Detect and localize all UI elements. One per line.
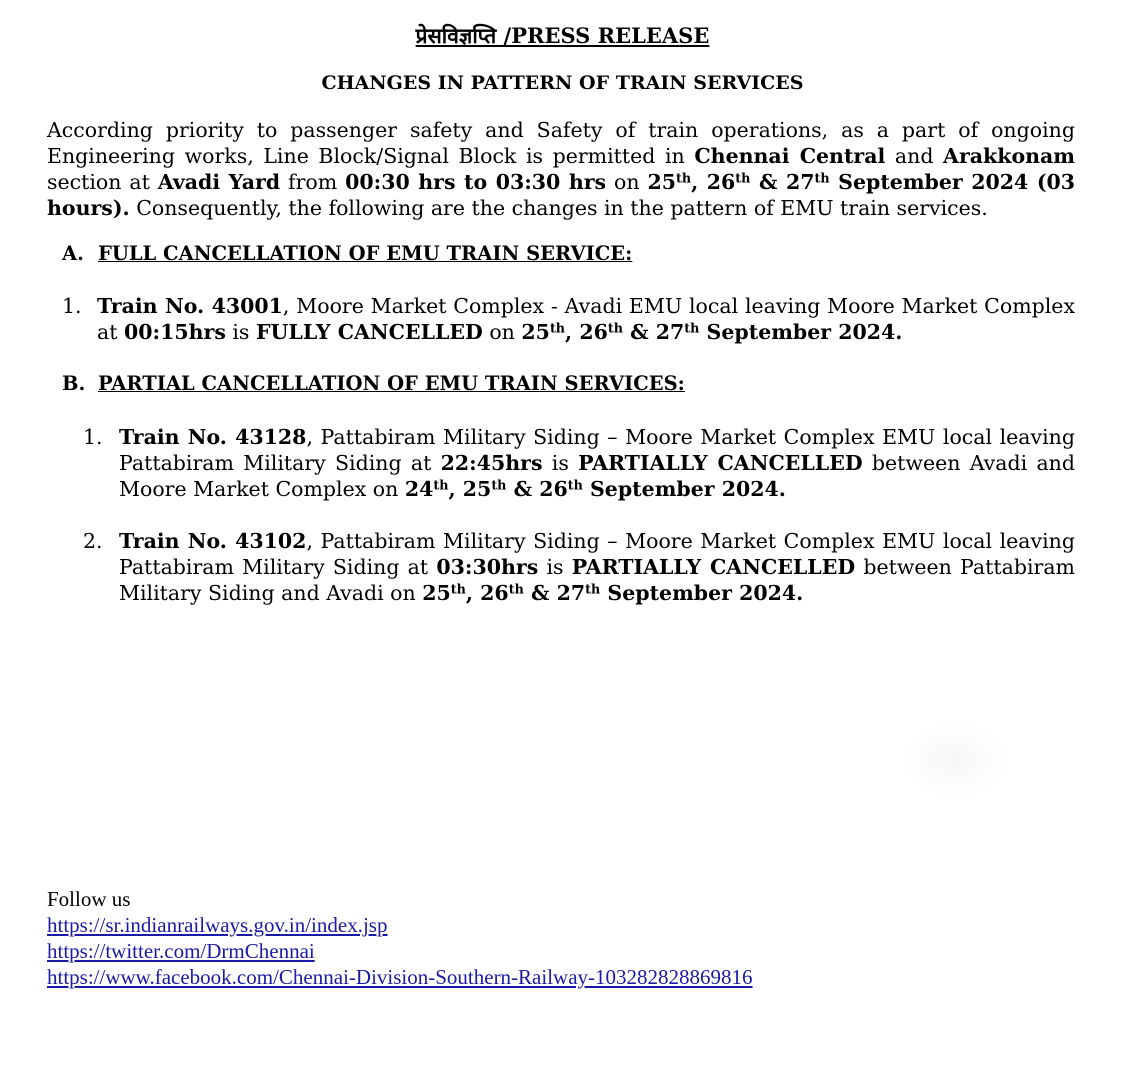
list-item bbox=[83, 528, 1075, 606]
item-text: , Moore Market Complex - Avadi EMU local leaving Moore Market Complex at bbox=[97, 294, 1076, 344]
train-number: Train No. 43128 bbox=[119, 425, 307, 449]
ampersand: & bbox=[513, 477, 533, 501]
section-a-heading bbox=[62, 241, 632, 267]
item-text: between Avadi and Moore Market Complex on bbox=[119, 451, 1075, 501]
ordinal-suffix: th bbox=[684, 320, 700, 336]
date-day: 26 bbox=[579, 320, 608, 344]
intro-text: and bbox=[885, 144, 944, 168]
intro-station-chennai: Chennai Central bbox=[694, 144, 886, 168]
ordinal-suffix: th bbox=[450, 581, 466, 597]
follow-us-label: Follow us bbox=[47, 887, 131, 911]
ordinal-suffix: th bbox=[491, 477, 507, 493]
section-a-title: FULL CANCELLATION OF EMU TRAIN SERVICE: bbox=[98, 242, 633, 265]
intro-yard: Avadi Yard bbox=[157, 170, 281, 194]
item-dates: 25th, 26th & 27th September 2024. bbox=[521, 320, 903, 344]
twitter-link[interactable]: https://twitter.com/DrmChennai bbox=[47, 939, 315, 963]
intro-text: Consequently, the following are the changes in the pattern of EMU train services. bbox=[129, 196, 988, 220]
cancellation-status: FULLY CANCELLED bbox=[255, 320, 483, 344]
train-number: Train No. 43001 bbox=[97, 294, 283, 318]
ordinal-suffix: th bbox=[607, 320, 623, 336]
item-text: is bbox=[542, 451, 579, 475]
intro-station-arakkonam: Arakkonam bbox=[943, 144, 1075, 168]
intro-time: 00:30 hrs to 03:30 hrs bbox=[345, 170, 607, 194]
item-text: , Pattabiram Military Siding – Moore Market Complex EMU local leaving Pattabiram Military Siding at bbox=[119, 425, 1075, 475]
date-month: September 2024 (03 hours). bbox=[47, 170, 1076, 220]
item-dates: 25th, 26th & 27th September 2024. bbox=[422, 581, 804, 605]
scan-smudge bbox=[900, 720, 1010, 800]
date-day: 24 bbox=[404, 477, 434, 501]
train-number: Train No. 43102 bbox=[119, 529, 307, 553]
date-day: 27 bbox=[785, 170, 815, 194]
date-month: September 2024. bbox=[607, 581, 804, 605]
list-item bbox=[83, 424, 1075, 502]
date-day: 27 bbox=[655, 320, 685, 344]
list-item-number: 1. bbox=[62, 294, 82, 318]
list-item bbox=[62, 293, 1076, 345]
ordinal-suffix: th bbox=[735, 170, 751, 186]
intro-dates: 25th, 26th & 27th September 2024 (03 hours). bbox=[47, 170, 1076, 220]
intro-text: from bbox=[280, 170, 346, 194]
date-day: 26 bbox=[480, 581, 509, 605]
follow-us-section bbox=[47, 886, 753, 990]
ampersand: & bbox=[758, 170, 778, 194]
ordinal-suffix: th bbox=[508, 581, 524, 597]
section-b-label: B. bbox=[62, 372, 86, 395]
website-link[interactable]: https://sr.indianrailways.gov.in/index.jsp bbox=[47, 913, 388, 937]
page-subtitle: CHANGES IN PATTERN OF TRAIN SERVICES bbox=[321, 72, 804, 94]
facebook-link[interactable]: https://www.facebook.com/Chennai-Division-Southern-Railway-103282828869816 bbox=[47, 965, 753, 989]
item-text: is bbox=[225, 320, 256, 344]
page-title: प्रेसविज्ञप्ति /PRESS RELEASE bbox=[415, 23, 710, 48]
ordinal-suffix: th bbox=[567, 477, 583, 493]
item-text: between Pattabiram Military Siding and Avadi on bbox=[119, 555, 1075, 605]
date-day: 25 bbox=[521, 320, 550, 344]
ordinal-suffix: th bbox=[549, 320, 566, 336]
date-month: September 2024. bbox=[590, 477, 786, 501]
date-day: 25 bbox=[647, 170, 676, 194]
intro-text: section at bbox=[47, 170, 158, 194]
item-text: on bbox=[482, 320, 522, 344]
date-day: 25 bbox=[462, 477, 492, 501]
departure-time: 03:30hrs bbox=[436, 555, 539, 579]
intro-paragraph bbox=[47, 117, 1075, 221]
ordinal-suffix: th bbox=[585, 581, 601, 597]
cancellation-status: PARTIALLY CANCELLED bbox=[571, 555, 856, 579]
date-day: 25 bbox=[422, 581, 451, 605]
ampersand: & bbox=[530, 581, 550, 605]
item-dates: 24th, 25th & 26th September 2024. bbox=[404, 477, 786, 501]
list-item-number: 2. bbox=[83, 529, 103, 553]
item-text: , Pattabiram Military Siding – Moore Market Complex EMU local leaving Pattabiram Military Siding at bbox=[119, 529, 1075, 579]
intro-text: on bbox=[606, 170, 648, 194]
cancellation-status: PARTIALLY CANCELLED bbox=[578, 451, 863, 475]
date-day: 26 bbox=[539, 477, 568, 501]
departure-time: 00:15hrs bbox=[123, 320, 226, 344]
section-a-label: A. bbox=[62, 242, 84, 265]
date-day: 26 bbox=[706, 170, 736, 194]
ordinal-suffix: th bbox=[675, 170, 692, 186]
section-b-title: PARTIAL CANCELLATION OF EMU TRAIN SERVICES: bbox=[98, 372, 685, 395]
intro-text: According priority to passenger safety and Safety of train operations, as a part of ongoing Engineering works, Line Block/Signal Block is permitted in bbox=[47, 118, 1075, 168]
date-day: 27 bbox=[556, 581, 586, 605]
item-text: is bbox=[538, 555, 572, 579]
section-b-heading bbox=[62, 371, 685, 397]
date-month: September 2024. bbox=[706, 320, 903, 344]
ordinal-suffix: th bbox=[814, 170, 830, 186]
ordinal-suffix: th bbox=[433, 477, 449, 493]
departure-time: 22:45hrs bbox=[440, 451, 543, 475]
ampersand: & bbox=[630, 320, 649, 344]
list-item-number: 1. bbox=[83, 425, 103, 449]
